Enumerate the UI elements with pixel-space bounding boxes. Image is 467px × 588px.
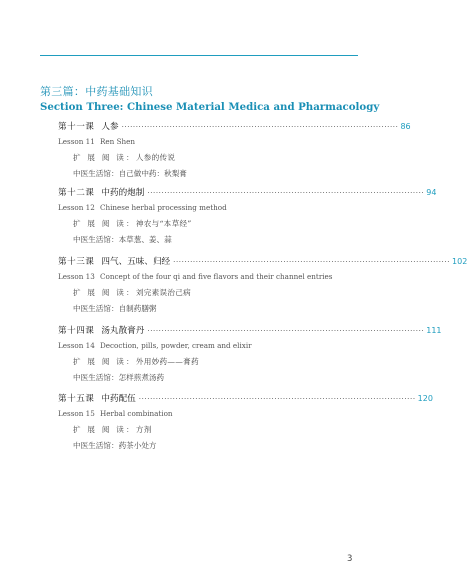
extended-reading-title: 刘完素误治己病 <box>135 288 192 297</box>
tcm-life-hall <box>58 370 358 386</box>
tcm-life-label: 中医生活馆： <box>73 373 119 382</box>
toc-entry-lesson-12[interactable] <box>58 186 437 248</box>
lesson-number: 第十一课 <box>58 122 95 132</box>
lesson-title: 中药的炮制 <box>101 188 145 198</box>
toc-entry-lesson-14[interactable] <box>58 324 442 386</box>
lesson-english-title: Ren Shen <box>100 137 136 146</box>
tcm-life-label: 中医生活馆： <box>73 235 119 244</box>
tcm-life-hall <box>58 232 358 248</box>
lesson-number: 第十四课 <box>58 326 95 336</box>
page-number: 102 <box>452 257 467 266</box>
lesson-number: 第十二课 <box>58 188 95 198</box>
extended-reading-label: 扩 展 阅 读： <box>73 425 136 434</box>
lesson-english-title: Concept of the four qi and five flavors and their channel entries <box>100 272 333 281</box>
lesson-english-line <box>58 406 358 422</box>
lesson-heading <box>58 120 411 134</box>
page-folio-number: 3 <box>347 554 353 564</box>
dot-leader: ·································································································· <box>138 395 416 403</box>
lesson-english-line <box>58 134 358 150</box>
extended-reading-title: 方剂 <box>135 425 152 434</box>
toc-entry-lesson-11[interactable] <box>58 120 411 182</box>
lesson-english-title: Decoction, pills, powder, cream and elixir <box>100 341 252 350</box>
page-number: 111 <box>426 326 442 335</box>
tcm-life-title: 本草葱、姜、蒜 <box>118 235 172 244</box>
extended-reading <box>58 216 358 232</box>
extended-reading-title: 人参的传说 <box>135 153 176 162</box>
dot-leader: ·································································································· <box>147 327 425 335</box>
extended-reading <box>58 150 358 166</box>
tcm-life-label: 中医生活馆： <box>73 441 119 450</box>
lesson-english-label: Lesson 13 <box>58 272 95 281</box>
lesson-english-title: Herbal combination <box>100 409 173 418</box>
toc-entry-lesson-13[interactable] <box>58 255 467 317</box>
page-number: 94 <box>426 188 437 197</box>
dot-leader: ·································································································· <box>121 123 399 131</box>
lesson-title: 汤丸散膏丹 <box>101 326 145 336</box>
extended-reading-label: 扩 展 阅 读： <box>73 357 136 366</box>
lesson-heading <box>58 255 467 269</box>
tcm-life-title: 怎样煎煮汤药 <box>118 373 165 382</box>
lesson-english-label: Lesson 15 <box>58 409 95 418</box>
section-title-cn: 第三篇：中药基础知识 <box>40 85 153 98</box>
tcm-life-title: 自己做中药：秋梨膏 <box>118 169 187 178</box>
extended-reading-title: 神农与“本草经” <box>135 219 192 228</box>
extended-reading-label: 扩 展 阅 读： <box>73 219 136 228</box>
tcm-life-hall <box>58 166 358 182</box>
lesson-heading <box>58 186 437 200</box>
section-title-en: Section Three: Chinese Material Medica and Pharmacology <box>40 101 380 113</box>
tcm-life-label: 中医生活馆： <box>73 304 119 313</box>
tcm-life-label: 中医生活馆： <box>73 169 119 178</box>
lesson-number: 第十三课 <box>58 257 95 267</box>
lesson-english-line <box>58 269 358 285</box>
lesson-heading <box>58 392 433 406</box>
tcm-life-title: 药茶小处方 <box>118 441 157 450</box>
lesson-english-line <box>58 338 358 354</box>
lesson-number: 第十五课 <box>58 394 95 404</box>
page-number: 120 <box>417 394 433 403</box>
lesson-heading <box>58 324 442 338</box>
lesson-title: 人参 <box>101 122 119 132</box>
extended-reading <box>58 422 358 438</box>
lesson-title: 中药配伍 <box>101 394 136 404</box>
lesson-english-line <box>58 200 358 216</box>
dot-leader: ·································································································· <box>173 258 451 266</box>
lesson-english-label: Lesson 12 <box>58 203 95 212</box>
tcm-life-title: 自制药膳粥 <box>118 304 157 313</box>
top-divider <box>40 55 358 56</box>
extended-reading-label: 扩 展 阅 读： <box>73 153 136 162</box>
extended-reading <box>58 354 358 370</box>
extended-reading-title: 外用妙药——膏药 <box>135 357 199 366</box>
lesson-english-label: Lesson 11 <box>58 137 95 146</box>
toc-entry-lesson-15[interactable] <box>58 392 433 454</box>
extended-reading <box>58 285 358 301</box>
extended-reading-label: 扩 展 阅 读： <box>73 288 136 297</box>
dot-leader: ·································································································· <box>147 189 425 197</box>
lesson-english-title: Chinese herbal processing method <box>100 203 227 212</box>
page-number: 86 <box>400 122 411 131</box>
lesson-title: 四气、五味、归经 <box>101 257 171 267</box>
tcm-life-hall <box>58 438 358 454</box>
lesson-english-label: Lesson 14 <box>58 341 95 350</box>
tcm-life-hall <box>58 301 358 317</box>
